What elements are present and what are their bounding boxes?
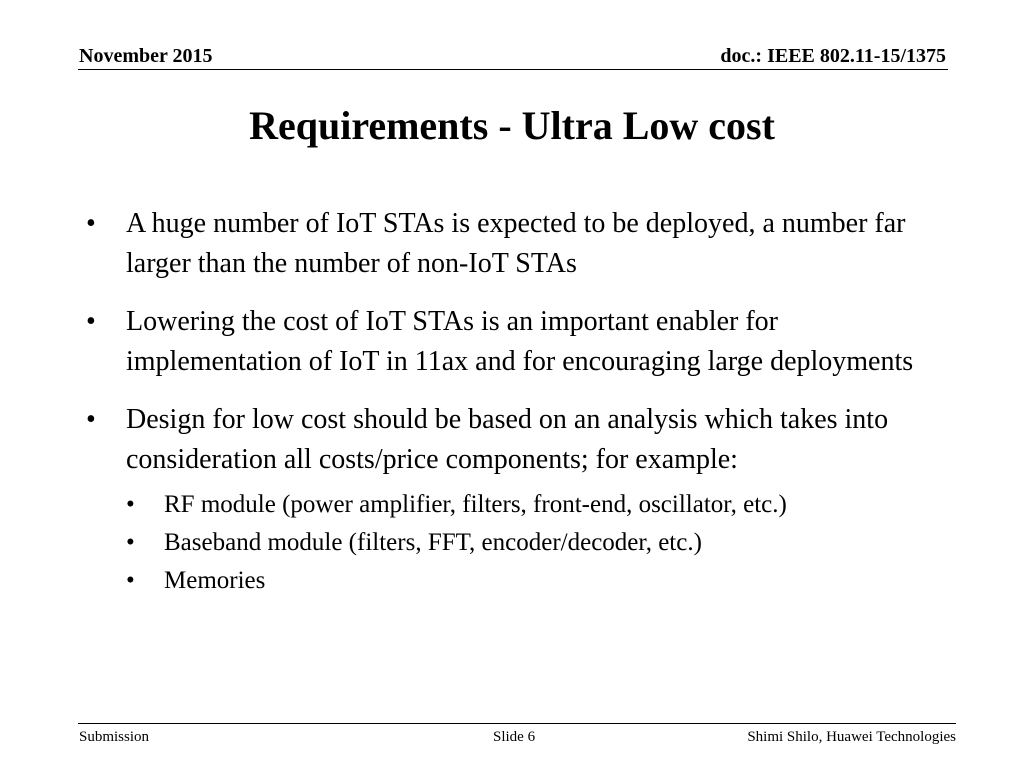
bullet-marker: •: [86, 208, 96, 239]
sub-bullet-marker: •: [126, 567, 135, 594]
footer-slide-number: Slide 6: [493, 729, 536, 745]
bullet-item: [86, 400, 956, 600]
header-rule: [78, 69, 948, 70]
sub-bullet-list: [126, 486, 956, 600]
bullet-text: A huge number of IoT STAs is expected to be deployed, a number far larger than the number of non-IoT STAs: [126, 208, 906, 279]
bullet-text: Lowering the cost of IoT STAs is an important enabler for implementation of IoT in 11ax and for encouraging large deployments: [126, 306, 914, 377]
sub-bullet-item: [126, 486, 956, 524]
sub-bullet-item: [126, 524, 956, 562]
footer-rule: [78, 723, 956, 724]
footer-author: Shimi Shilo, Huawei Technologies: [747, 729, 956, 745]
bullet-marker: •: [86, 404, 96, 435]
header-date: November 2015: [79, 45, 213, 67]
sub-bullet-text: Memories: [164, 567, 266, 594]
sub-bullet-text: RF module (power amplifier, filters, front-end, oscillator, etc.): [164, 491, 787, 518]
sub-bullet-marker: •: [126, 491, 135, 518]
header-doc-number: doc.: IEEE 802.11-15/1375: [720, 45, 946, 67]
bullet-marker: •: [86, 306, 96, 337]
bullet-item: [86, 204, 956, 284]
bullet-item: [86, 302, 956, 382]
footer-submission: Submission: [79, 729, 150, 745]
bullet-text: Design for low cost should be based on an analysis which takes into consideration all costs/price components; for example:: [126, 404, 889, 475]
sub-bullet-text: Baseband module (filters, FFT, encoder/decoder, etc.): [164, 529, 702, 556]
slide-title: Requirements - Ultra Low cost: [249, 103, 775, 148]
bullet-list: [86, 204, 956, 618]
sub-bullet-marker: •: [126, 529, 135, 556]
sub-bullet-item: [126, 562, 956, 600]
